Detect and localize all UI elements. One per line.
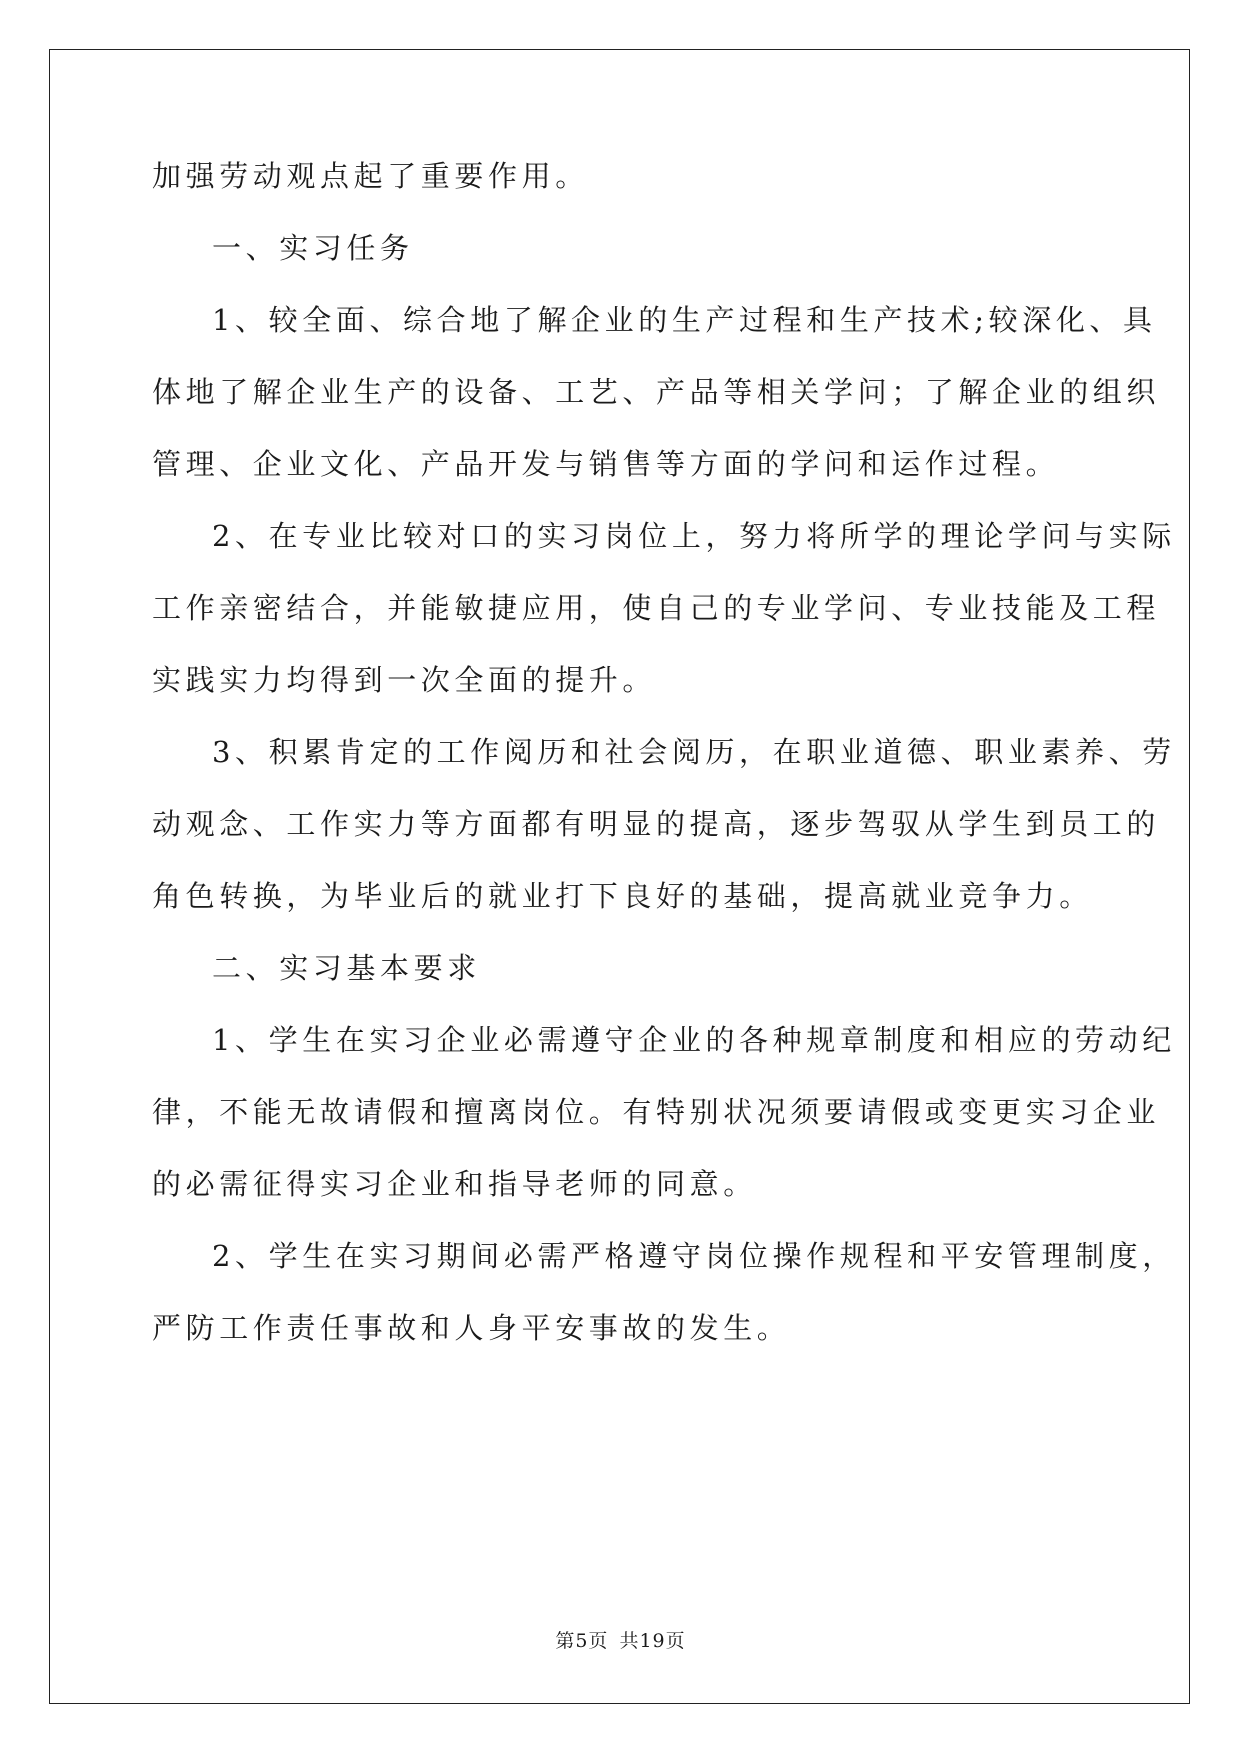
text-line: 2、学生在实习期间必需严格遵守岗位操作规程和平安管理制度，	[212, 1239, 1176, 1273]
section-heading: 二、实习基本要求	[212, 951, 481, 985]
text-line: 体地了解企业生产的设备、工艺、产品等相关学问；了解企业的组织	[152, 375, 1161, 409]
text-line: 动观念、工作实力等方面都有明显的提高，逐步驾驭从学生到员工的	[152, 807, 1161, 841]
text-line: 1、学生在实习企业必需遵守企业的各种规章制度和相应的劳动纪	[212, 1023, 1176, 1057]
page-number: 第5页	[555, 1630, 609, 1652]
text-line: 3、积累肯定的工作阅历和社会阅历，在职业道德、职业素养、劳	[212, 735, 1176, 769]
text-line: 实践实力均得到一次全面的提升。	[152, 663, 657, 697]
page-border	[49, 49, 1190, 1704]
text-line: 的必需征得实习企业和指导老师的同意。	[152, 1167, 757, 1201]
text-line: 管理、企业文化、产品开发与销售等方面的学问和运作过程。	[152, 447, 1060, 481]
text-line: 严防工作责任事故和人身平安事故的发生。	[152, 1311, 791, 1345]
page-footer	[0, 1626, 1241, 1653]
section-heading: 一、实习任务	[212, 231, 414, 265]
text-line: 2、在专业比较对口的实习岗位上，努力将所学的理论学问与实际	[212, 519, 1176, 553]
page-total: 共19页	[619, 1630, 686, 1652]
text-line: 1、较全面、综合地了解企业的生产过程和生产技术;较深化、具	[212, 303, 1157, 337]
text-line: 律，不能无故请假和擅离岗位。有特别状况须要请假或变更实习企业	[152, 1095, 1161, 1129]
text-line: 加强劳动观点起了重要作用。	[152, 159, 589, 193]
text-line: 角色转换，为毕业后的就业打下良好的基础，提高就业竞争力。	[152, 879, 1093, 913]
text-line: 工作亲密结合，并能敏捷应用，使自己的专业学问、专业技能及工程	[152, 591, 1161, 625]
